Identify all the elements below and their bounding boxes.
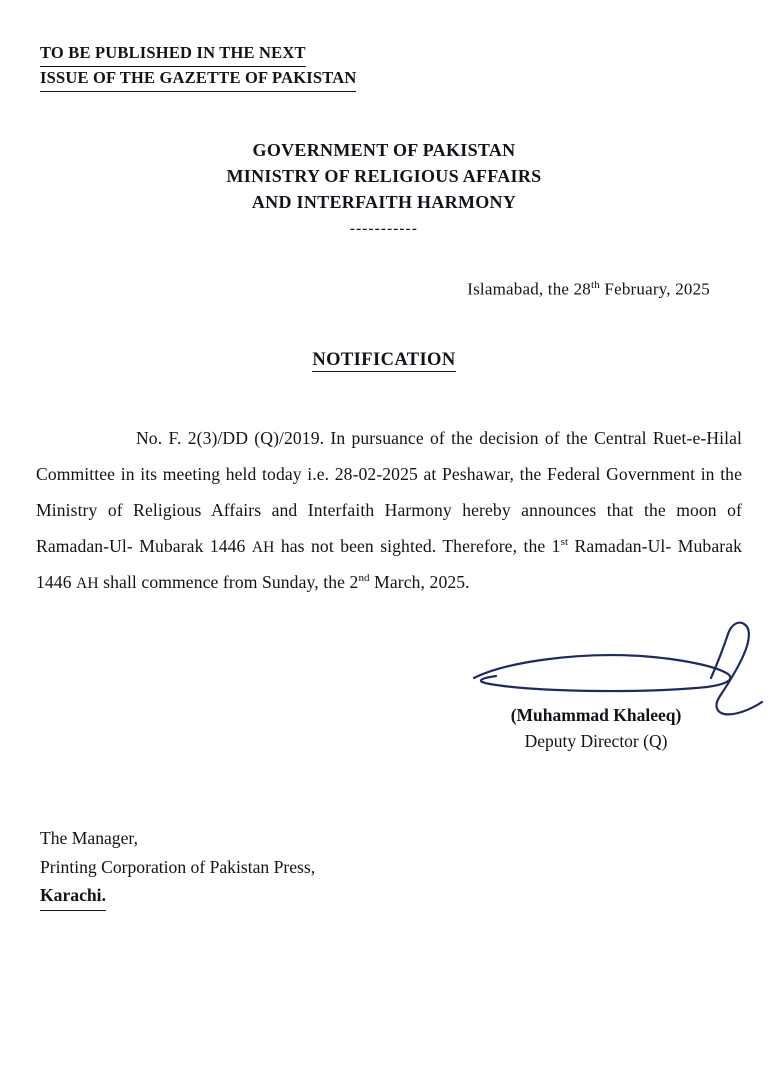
dateline-prefix: Islamabad, the 28 xyxy=(467,279,592,299)
hijri-era-2: AH xyxy=(76,575,99,593)
recipient-line-2: Printing Corporation of Pakistan Press, xyxy=(40,856,316,877)
recipient-block xyxy=(40,824,315,911)
ordinal-second: nd xyxy=(358,572,370,585)
signatory-block xyxy=(446,702,746,755)
dateline-suffix: February, 2025 xyxy=(599,279,710,299)
page-title xyxy=(0,350,768,371)
heading-line-interfaith: AND INTERFAITH HARMONY xyxy=(251,192,517,213)
signatory-name: (Muhammad Khaleeq) xyxy=(510,705,682,725)
signatory-designation: Deputy Director (Q) xyxy=(524,731,668,752)
dateline-ordinal: th xyxy=(591,279,600,291)
reference-number: No. F. 2(3)/DD (Q)/2019. xyxy=(136,428,325,448)
heading-line-ministry: MINISTRY OF RELIGIOUS AFFAIRS xyxy=(226,166,542,187)
body-text-part-5: March, 2025. xyxy=(369,572,470,593)
heading-line-government: GOVERNMENT OF PAKISTAN xyxy=(252,140,516,160)
body-text-part-4: shall commence from Sunday, the 2 xyxy=(98,572,359,593)
recipient-city: Karachi. xyxy=(40,881,106,911)
body-text-part-3: Ramadan-Ul- Mubarak 1446 xyxy=(36,536,742,593)
body-text-part-2: has not been sighted. Therefore, the 1 xyxy=(274,536,561,557)
ordinal-first: st xyxy=(560,536,569,549)
publication-directive-line-2: ISSUE OF THE GAZETTE OF PAKISTAN xyxy=(40,67,356,92)
hijri-era-1: AH xyxy=(251,539,275,557)
page-title-text: NOTIFICATION xyxy=(312,350,456,370)
body-text-part-1: In pursuance of the decision of the Central Ruet-e-Hilal Committee in its meeting held today i.e. 28-02-2025 at Peshawar, the Federal Government in the Ministry of Religious Affairs and Interfaith Harmony hereby announces that the moon of Ramadan-Ul- Mubarak 1446 xyxy=(36,428,742,557)
notification-body xyxy=(36,420,742,600)
recipient-line-1: The Manager, xyxy=(40,828,138,848)
heading-separator: ----------- xyxy=(349,221,419,238)
publication-directive xyxy=(40,42,356,92)
government-heading xyxy=(0,137,768,241)
dateline xyxy=(467,279,710,300)
publication-directive-line-1: TO BE PUBLISHED IN THE NEXT xyxy=(40,42,306,67)
